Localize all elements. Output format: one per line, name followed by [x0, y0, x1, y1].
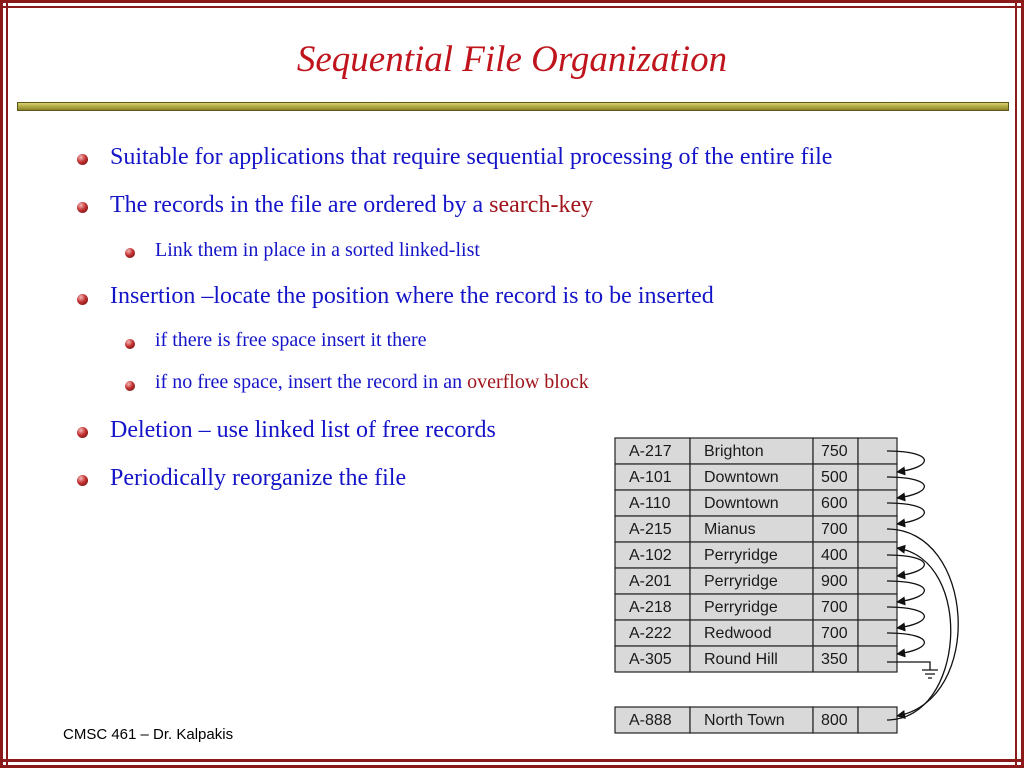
- bullet-text: if there is free space insert it there: [155, 329, 427, 351]
- record-id: A-218: [629, 599, 672, 616]
- record-balance: 900: [821, 573, 848, 590]
- pointer-arrow: [887, 529, 958, 716]
- record-balance: 750: [821, 443, 848, 460]
- record-branch: North Town: [704, 712, 785, 729]
- record-row: [615, 568, 897, 594]
- bullet-text: if no free space, insert the record in an: [155, 371, 468, 393]
- record-id: A-305: [629, 651, 672, 668]
- bullet-text: Insertion –locate the position where the record is to be inserted: [110, 283, 714, 309]
- record-balance: 600: [821, 495, 848, 512]
- record-row: [615, 707, 897, 733]
- record-branch: Perryridge: [704, 573, 778, 590]
- record-id: A-222: [629, 625, 672, 642]
- record-row: [615, 516, 897, 542]
- record-row: [615, 620, 897, 646]
- bullet-text: Suitable for applications that require sequential processing of the entire file: [110, 144, 833, 170]
- record-row: [615, 464, 897, 490]
- record-row: [615, 490, 897, 516]
- record-id: A-110: [629, 495, 671, 512]
- record-id: A-102: [629, 547, 672, 564]
- record-table: [615, 438, 897, 672]
- record-branch: Downtown: [704, 469, 779, 486]
- record-id: A-217: [629, 443, 672, 460]
- record-branch: Brighton: [704, 443, 764, 460]
- record-id: A-101: [629, 469, 672, 486]
- record-id: A-201: [629, 573, 672, 590]
- slide-footer: CMSC 461 – Dr. Kalpakis: [63, 726, 234, 743]
- record-row: [615, 438, 897, 464]
- record-balance: 800: [821, 712, 848, 729]
- record-row: [615, 542, 897, 568]
- record-pointers: [887, 451, 958, 720]
- record-branch: Downtown: [704, 495, 779, 512]
- bullet-text: Link them in place in a sorted linked-list: [155, 239, 480, 261]
- record-row: [615, 594, 897, 620]
- record-balance: 700: [821, 599, 848, 616]
- record-balance: 400: [821, 547, 848, 564]
- bullet-text: The records in the file are ordered by a: [110, 192, 490, 218]
- record-balance: 350: [821, 651, 848, 668]
- pointer-cell: [858, 646, 897, 672]
- record-branch: Mianus: [704, 521, 756, 538]
- bullet-text: Periodically reorganize the file: [110, 465, 407, 491]
- slide-title: Sequential File Organization: [296, 39, 728, 80]
- record-branch: Redwood: [704, 625, 772, 642]
- record-branch: Perryridge: [704, 599, 778, 616]
- record-branch: Perryridge: [704, 547, 778, 564]
- overflow-block: [615, 707, 897, 733]
- null-ground-icon: [922, 670, 938, 678]
- record-branch: Round Hill: [704, 651, 778, 668]
- bullet-emphasis: search-key: [489, 192, 594, 218]
- record-id: A-888: [629, 712, 672, 729]
- record-balance: 700: [821, 625, 848, 642]
- record-id: A-215: [629, 521, 672, 538]
- bullet-emphasis: overflow block: [467, 371, 589, 393]
- record-balance: 500: [821, 469, 848, 486]
- record-balance: 700: [821, 521, 848, 538]
- bullet-text: Deletion – use linked list of free records: [110, 417, 496, 443]
- record-row: [615, 646, 897, 672]
